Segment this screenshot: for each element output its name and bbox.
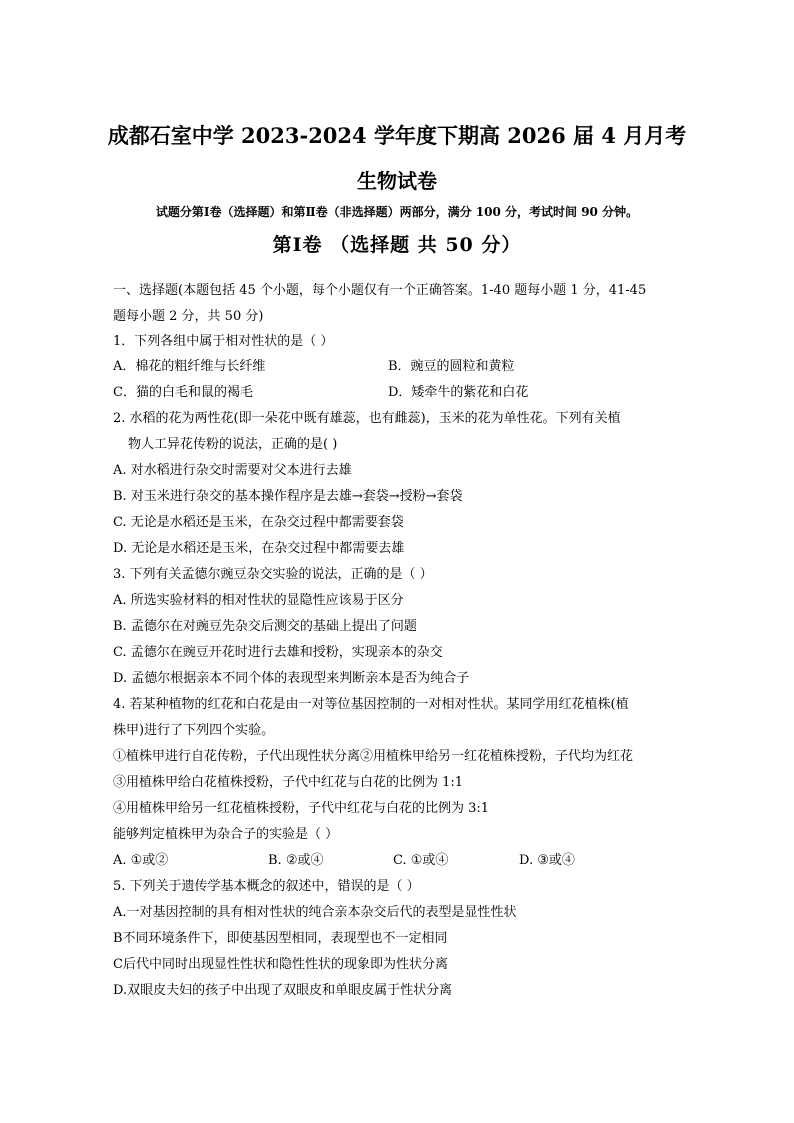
- question-4-option-b: B. ②或④: [268, 853, 324, 868]
- question-4-experiment-3: ③用植株甲给白花植株授粉，子代中红花与白花的比例为 1:1: [113, 775, 464, 790]
- question-1-option-a: A．棉花的粗纤维与长纤维: [113, 359, 266, 374]
- question-5-stem: 5. 下列关于遗传学基本概念的叙述中，错误的是（ ）: [113, 879, 420, 894]
- question-2-option-d: D. 无论是水稻还是玉米，在杂交过程中都需要去雄: [113, 541, 405, 556]
- question-4-experiment-4: ④用植株甲给另一红花植株授粉，子代中红花与白花的比例为 3:1: [113, 801, 490, 816]
- question-3-stem: 3. 下列有关孟德尔豌豆杂交实验的说法，正确的是（ ）: [113, 567, 433, 582]
- exam-note: 试题分第Ⅰ卷（选择题）和第Ⅱ卷（非选择题）两部分，满分 100 分，考试时间 90 分钟。: [155, 205, 639, 219]
- question-5-option-a: A.一对基因控制的具有相对性状的纯合亲本杂交后代的表型是显性性状: [113, 905, 517, 920]
- section-title: 第Ⅰ卷 （选择题 共 50 分）: [272, 234, 522, 256]
- question-1-option-c: C．猫的白毛和鼠的褐毛: [113, 385, 253, 400]
- question-5-option-b: B不同环境条件下，即使基因型相同，表现型也不一定相同: [113, 931, 448, 946]
- question-1-stem: 1．下列各组中属于相对性状的是（ ）: [113, 334, 334, 349]
- exam-title: 成都石室中学 2023-2024 学年度下期高 2026 届 4 月月考: [107, 123, 687, 148]
- question-2-stem-2: 物人工异花传粉的说法，正确的是( ): [128, 437, 338, 452]
- question-4-stem-2: 株甲)进行了下列四个实验。: [113, 723, 275, 738]
- question-1-option-d: D．矮牵牛的紫花和白花: [388, 385, 529, 400]
- question-3-option-a: A. 所选实验材料的相对性状的显隐性应该易于区分: [113, 593, 404, 608]
- question-1-option-b: B．豌豆的圆粒和黄粒: [388, 359, 515, 374]
- question-5-option-d: D.双眼皮夫妇的孩子中出现了双眼皮和单眼皮属于性状分离: [113, 983, 453, 998]
- question-4-experiment-1-2: ①植株甲进行自花传粉，子代出现性状分离②用植株甲给另一红花植株授粉，子代均为红花: [113, 749, 634, 764]
- exam-subtitle: 生物试卷: [357, 169, 437, 193]
- question-4-ask: 能够判定植株甲为杂合子的实验是（ ）: [113, 827, 339, 842]
- instructions-line-1: 一、选择题(本题包括 45 个小题，每个小题仅有一个正确答案。1-40 题每小题 1 分，41-45: [113, 283, 647, 298]
- question-4-option-d: D. ③或④: [519, 853, 575, 868]
- instructions-line-2: 题每小题 2 分，共 50 分): [113, 309, 264, 324]
- question-2-option-b: B. 对玉米进行杂交的基本操作程序是去雄→套袋→授粉→套袋: [113, 489, 463, 504]
- question-5-option-c: C后代中同时出现显性性状和隐性性状的现象即为性状分离: [113, 957, 448, 972]
- question-4-option-c: C. ①或④: [393, 853, 449, 868]
- question-4-option-a: A. ①或②: [113, 853, 169, 868]
- question-2-option-c: C. 无论是水稻还是玉米，在杂交过程中都需要套袋: [113, 515, 404, 530]
- question-2-stem-1: 2. 水稻的花为两性花(即一朵花中既有雄蕊，也有雌蕊)，玉米的花为单性花。下列有关植: [113, 411, 621, 426]
- question-3-option-d: D. 孟德尔根据亲本不同个体的表现型来判断亲本是否为纯合子: [113, 671, 470, 686]
- question-3-option-b: B. 孟德尔在对豌豆先杂交后测交的基础上提出了问题: [113, 619, 417, 634]
- question-4-stem-1: 4. 若某种植物的红花和白花是由一对等位基因控制的一对相对性状。某同学用红花植株(植: [113, 697, 629, 712]
- question-2-option-a: A. 对水稻进行杂交时需要对父本进行去雄: [113, 463, 352, 478]
- question-3-option-c: C. 孟德尔在豌豆开花时进行去雄和授粉，实现亲本的杂交: [113, 645, 443, 660]
